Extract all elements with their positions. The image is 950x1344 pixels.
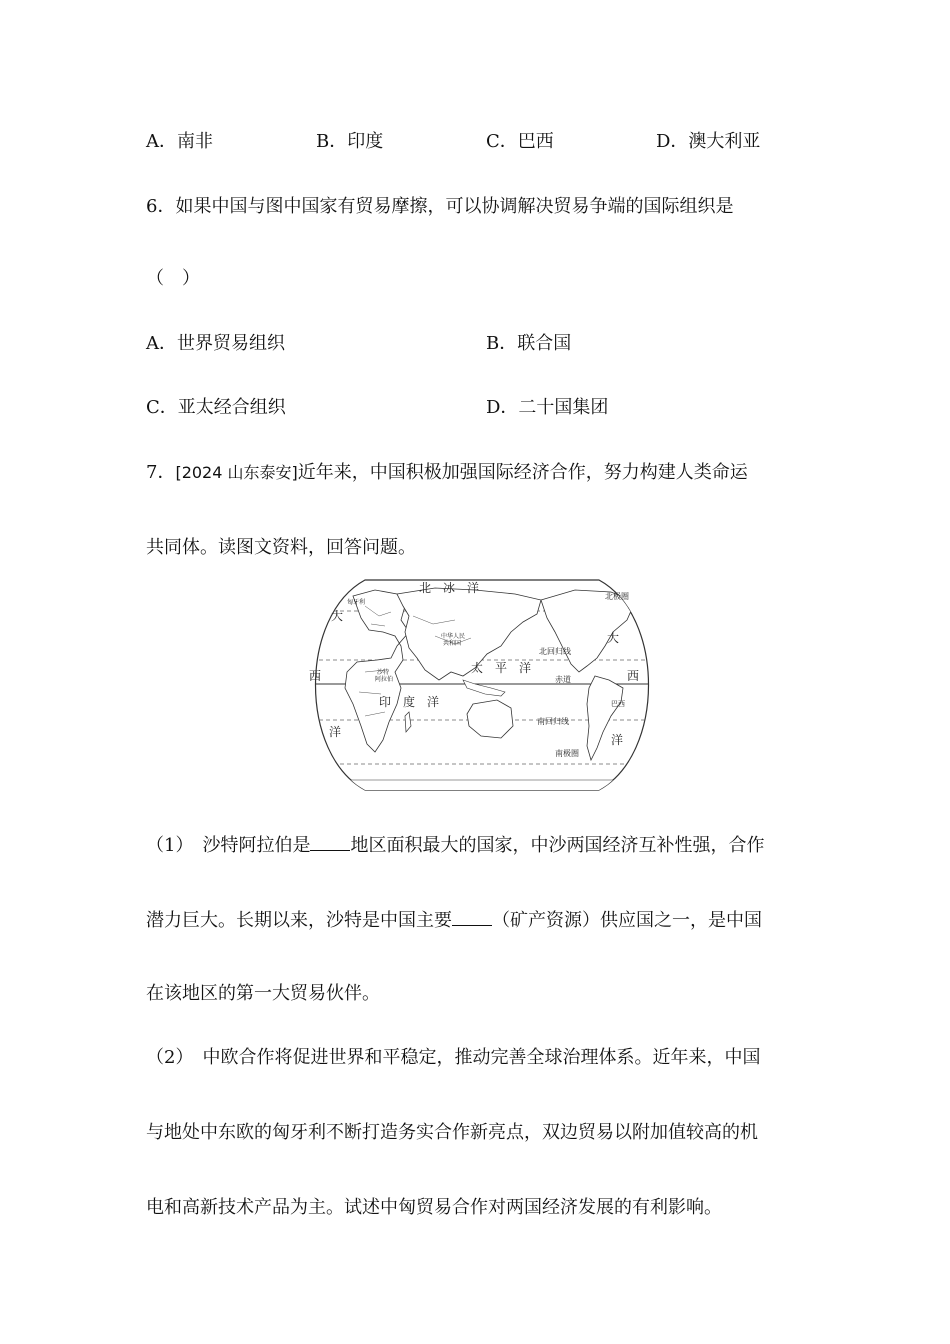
option-b: B．印度 — [316, 131, 384, 152]
option-c: C．巴西 — [486, 131, 554, 152]
subquestion-1-text-d: （矿产资源）供应国之一，是中国 — [492, 910, 762, 931]
q6-option-a: A．世界贸易组织 — [146, 333, 285, 354]
world-map — [305, 576, 659, 794]
world-map-svg — [305, 576, 659, 794]
subquestion-2-line-3: 电和高新技术产品为主。试述中匈贸易合作对两国经济发展的有利影响。 — [146, 1197, 722, 1218]
subquestion-2-line-2: 与地处中东欧的匈牙利不断打造务实合作新亮点，双边贸易以附加值较高的机 — [146, 1122, 758, 1143]
question-6-paren: （ ） — [146, 268, 200, 289]
label-atlantic-east-1: 大 — [607, 631, 620, 645]
question-7-stem — [146, 461, 748, 485]
q6-option-c: C．亚太经合组织 — [146, 397, 286, 418]
q6-option-b: B．联合国 — [486, 333, 572, 354]
question-7-stem-line2: 共同体。读图文资料，回答问题。 — [146, 537, 416, 558]
label-pacific-ocean: 太 平 洋 — [471, 661, 532, 675]
label-saudi-2: 阿拉伯 — [375, 676, 394, 683]
subquestion-1-line-3: 在该地区的第一大贸易伙伴。 — [146, 983, 380, 1004]
label-atlantic-west-1: 大 — [331, 609, 344, 623]
subquestion-1-text-c: 潜力巨大。长期以来，沙特是中国主要 — [146, 910, 452, 931]
label-indian-ocean: 印 度 洋 — [379, 695, 440, 709]
label-equator: 赤道 — [555, 675, 571, 684]
q6-option-d: D．二十国集团 — [486, 397, 609, 418]
question-7-stem-text: 近年来，中国积极加强国际经济合作，努力构建人类命运 — [297, 462, 748, 483]
label-antarctic-circle: 南极圈 — [555, 749, 579, 758]
question-6-stem: 6．如果中国与图中国家有贸易摩擦，可以协调解决贸易争端的国际组织是 — [146, 196, 734, 217]
label-saudi: 沙特 — [377, 669, 390, 676]
answer-blank-1[interactable] — [310, 832, 350, 851]
option-d: D．澳大利亚 — [656, 131, 761, 152]
label-arctic-circle: 北极圈 — [605, 592, 629, 601]
question-7-number: 7． — [146, 462, 176, 483]
subquestion-2-line-1: （2） 中欧合作将促进世界和平稳定，推动完善全球治理体系。近年来，中国 — [146, 1047, 761, 1068]
option-a: A．南非 — [146, 131, 213, 152]
label-brazil: 巴西 — [611, 700, 625, 708]
antarctica — [305, 780, 659, 794]
label-tropic-cancer: 北回归线 — [539, 647, 571, 656]
label-tropic-capricorn: 南回归线 — [537, 717, 569, 726]
label-hungary: 匈牙利 — [347, 599, 366, 606]
subquestion-1-text-a: （1） 沙特阿拉伯是 — [146, 835, 311, 856]
label-atlantic-east-2: 西 — [627, 669, 640, 683]
label-china: 中华人民 — [441, 633, 466, 640]
label-atlantic-west-2: 西 — [309, 669, 322, 683]
label-atlantic-east-3: 洋 — [611, 733, 624, 747]
subquestion-1-line-1 — [146, 832, 764, 858]
subquestion-1-text-b: 地区面积最大的国家，中沙两国经济互补性强，合作 — [350, 835, 765, 856]
question-7-source: [2024 山东泰安] — [175, 463, 298, 482]
subquestion-1-line-2 — [146, 907, 762, 933]
label-arctic-ocean: 北 冰 洋 — [419, 581, 480, 595]
label-china-2: 共和国 — [443, 640, 462, 647]
answer-blank-2[interactable] — [452, 907, 492, 926]
label-atlantic-west-3: 洋 — [329, 725, 342, 739]
